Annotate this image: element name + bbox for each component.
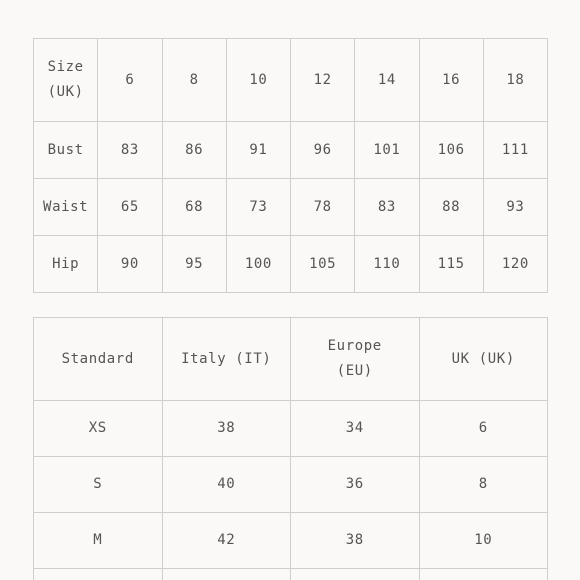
measurement-value: 86 <box>185 141 204 158</box>
measurement-cell <box>226 179 290 236</box>
measurement-cell <box>355 179 419 236</box>
size-value: 14 <box>377 71 396 88</box>
measurement-value: 88 <box>442 198 461 215</box>
europe-cell <box>291 401 420 457</box>
size-header-cell <box>419 39 483 122</box>
measurement-cell <box>419 122 483 179</box>
size-header-cell <box>226 39 290 122</box>
measurement-cell <box>419 236 483 293</box>
measurement-value: 96 <box>313 141 332 158</box>
measurement-cell <box>355 236 419 293</box>
conversion-row-xs <box>34 401 548 457</box>
uk-value: 10 <box>474 532 493 548</box>
measurement-value: 83 <box>120 141 139 158</box>
conversion-header-row <box>34 318 548 401</box>
measurement-cell <box>162 122 226 179</box>
size-value: 6 <box>125 71 135 88</box>
header-standard-text: Standard <box>61 350 134 367</box>
measurement-value: 78 <box>313 198 332 215</box>
measurement-cell <box>291 122 355 179</box>
size-header-label-cell <box>34 39 98 122</box>
measurement-value: 65 <box>120 198 139 215</box>
header-europe-text <box>328 334 382 384</box>
row-label <box>34 179 98 236</box>
header-europe-line1: Europe <box>327 338 382 354</box>
italy-cell <box>162 401 291 457</box>
conversion-row-partial <box>34 569 548 580</box>
measurement-value: 101 <box>373 141 401 158</box>
italy-value: 42 <box>217 532 236 548</box>
uk-cell <box>419 569 548 580</box>
uk-cell <box>419 401 548 457</box>
bust-row <box>34 122 548 179</box>
header-uk <box>419 318 548 401</box>
italy-cell <box>162 513 291 569</box>
size-header-cell <box>483 39 547 122</box>
italy-cell <box>162 569 291 580</box>
header-uk-text: UK (UK) <box>451 350 515 367</box>
size-header-label <box>48 55 84 105</box>
europe-cell <box>291 457 420 513</box>
measurement-cell <box>226 122 290 179</box>
measurement-cell <box>419 179 483 236</box>
italy-cell <box>162 457 291 513</box>
size-measurements-table <box>33 38 548 293</box>
uk-value: 6 <box>478 420 488 436</box>
header-europe <box>291 318 420 401</box>
size-value: 12 <box>313 71 332 88</box>
row-label-text: Waist <box>43 198 89 215</box>
measurement-value: 93 <box>506 198 525 215</box>
size-header-cell <box>98 39 162 122</box>
row-label-text: Hip <box>52 255 80 272</box>
standard-value: XS <box>88 420 107 436</box>
measurement-value: 68 <box>185 198 204 215</box>
measurement-cell <box>483 179 547 236</box>
measurement-cell <box>162 179 226 236</box>
size-header-label-line1: Size <box>47 59 84 75</box>
measurement-cell <box>483 122 547 179</box>
measurement-value: 100 <box>244 255 272 272</box>
measurement-cell <box>162 236 226 293</box>
measurement-value: 110 <box>373 255 401 272</box>
measurement-value: 90 <box>120 255 139 272</box>
europe-cell <box>291 569 420 580</box>
measurement-value: 105 <box>309 255 337 272</box>
standard-cell <box>34 401 163 457</box>
conversion-row-s <box>34 457 548 513</box>
europe-cell <box>291 513 420 569</box>
uk-cell <box>419 457 548 513</box>
size-conversion-table <box>33 317 548 580</box>
header-europe-line2: (EU) <box>336 363 373 379</box>
measurement-value: 111 <box>501 141 529 158</box>
measurement-value: 120 <box>501 255 529 272</box>
size-header-cell <box>291 39 355 122</box>
measurement-cell <box>291 179 355 236</box>
uk-value: 8 <box>478 476 488 492</box>
europe-value: 36 <box>345 476 364 492</box>
measurement-cell <box>98 122 162 179</box>
header-italy <box>162 318 291 401</box>
row-label <box>34 236 98 293</box>
size-header-cell <box>162 39 226 122</box>
italy-value: 40 <box>217 476 236 492</box>
measurement-cell <box>291 236 355 293</box>
standard-value: M <box>93 532 103 548</box>
uk-cell <box>419 513 548 569</box>
measurement-cell <box>226 236 290 293</box>
measurement-value: 115 <box>437 255 465 272</box>
standard-cell <box>34 457 163 513</box>
measurement-value: 91 <box>249 141 268 158</box>
measurement-value: 95 <box>185 255 204 272</box>
size-value: 18 <box>506 71 525 88</box>
standard-cell <box>34 513 163 569</box>
measurement-cell <box>98 236 162 293</box>
size-header-row <box>34 39 548 122</box>
measurement-cell <box>483 236 547 293</box>
standard-cell <box>34 569 163 580</box>
hip-row <box>34 236 548 293</box>
standard-value: S <box>93 476 103 492</box>
row-label-text: Bust <box>47 141 84 158</box>
measurement-value: 73 <box>249 198 268 215</box>
europe-value: 38 <box>345 532 364 548</box>
size-value: 16 <box>442 71 461 88</box>
row-label <box>34 122 98 179</box>
italy-value: 38 <box>217 420 236 436</box>
measurement-cell <box>98 179 162 236</box>
size-value: 10 <box>249 71 268 88</box>
header-standard <box>34 318 163 401</box>
header-italy-text: Italy (IT) <box>181 350 272 367</box>
measurement-value: 106 <box>437 141 465 158</box>
size-header-cell <box>355 39 419 122</box>
measurement-value: 83 <box>377 198 396 215</box>
size-value: 8 <box>189 71 199 88</box>
conversion-row-m <box>34 513 548 569</box>
size-header-label-line2: (UK) <box>47 84 84 100</box>
measurement-cell <box>355 122 419 179</box>
waist-row <box>34 179 548 236</box>
europe-value: 34 <box>345 420 364 436</box>
